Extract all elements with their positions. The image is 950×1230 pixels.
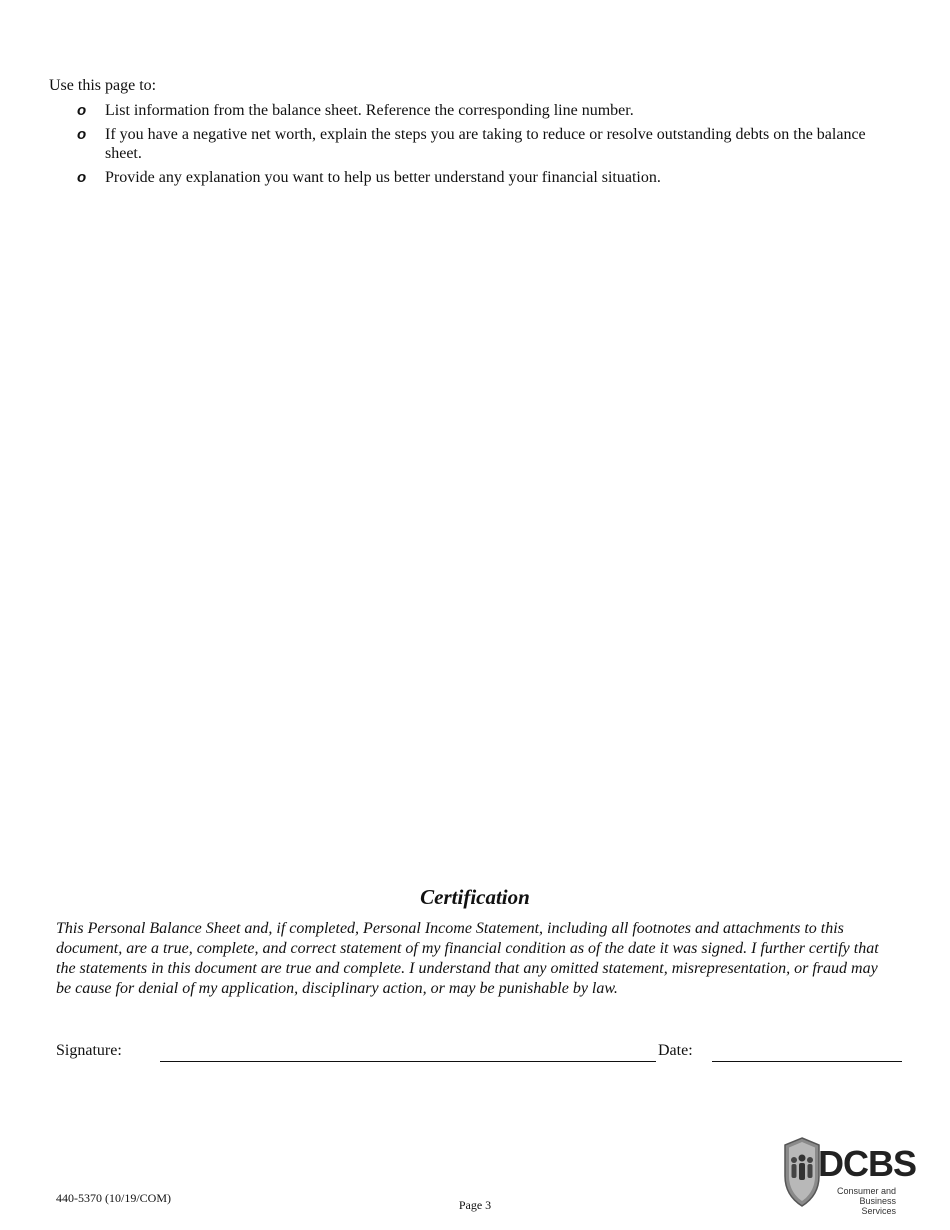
page-number: Page 3 [458, 1198, 492, 1212]
dcbs-logo [782, 1136, 917, 1216]
list-item-text: List information from the balance sheet. Reference the corresponding line number. [105, 102, 634, 119]
shield-people-icon [782, 1136, 822, 1208]
bullet-icon: o [77, 102, 87, 119]
certification-statement: This Personal Balance Sheet and, if completed, Personal Income Statement, including all footnotes and attachments to this document, are a true, complete, and correct statement of my financial condition as of the date it was signed. I further certify that the statements in this document are true and complete. I understand that any omitted statement, misrepresentation, or fraud may be cause for denial of my application, disciplinary action, or may be punishable by law. [56, 920, 879, 997]
list-item [76, 125, 876, 163]
instructions-intro: Use this page to: [49, 77, 157, 94]
list-item-text: If you have a negative net worth, explain the steps you are taking to reduce or resolve outstanding debts on the balance sheet. [105, 126, 866, 162]
form-number: 440-5370 (10/19/COM) [56, 1191, 171, 1205]
logo-subtitle: Consumer and Business Services [836, 1186, 896, 1216]
signature-label: Signature: [56, 1042, 122, 1059]
logo-wordmark: DCBS [818, 1143, 917, 1184]
certification-title: Certification [420, 885, 530, 909]
list-item [76, 101, 876, 120]
date-field[interactable] [712, 1061, 902, 1062]
list-item [76, 168, 876, 187]
date-label: Date: [658, 1042, 693, 1059]
bullet-icon: o [77, 169, 87, 186]
instructions-list [76, 101, 876, 192]
list-item-text: Provide any explanation you want to help us better understand your financial situation. [105, 169, 661, 186]
signature-field[interactable] [160, 1061, 656, 1062]
bullet-icon: o [77, 126, 87, 143]
